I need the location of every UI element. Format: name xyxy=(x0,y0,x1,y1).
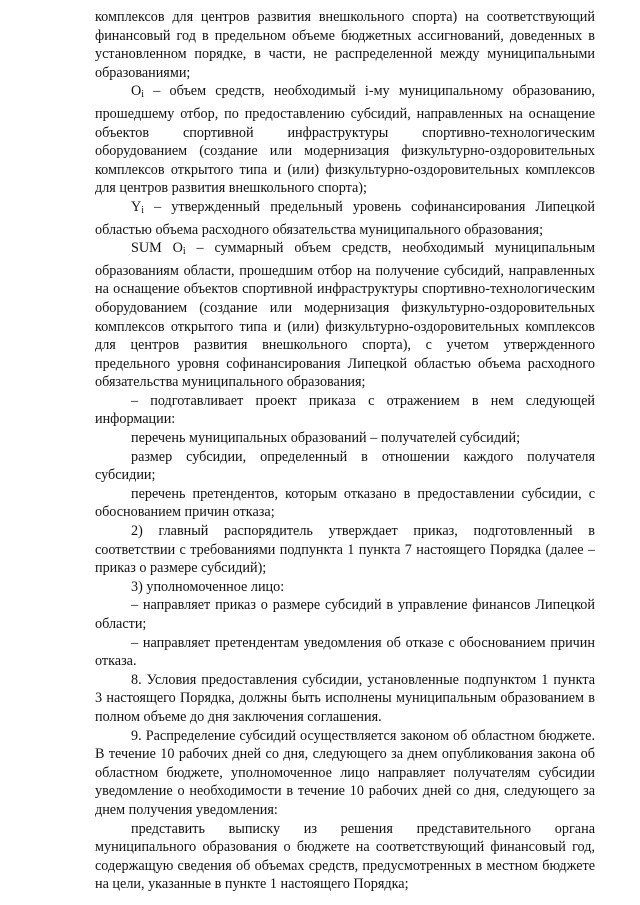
formula-symbol: SUM O xyxy=(131,240,183,257)
formula-subscript: i xyxy=(141,89,145,101)
paragraph: 3) уполномоченное лицо: xyxy=(131,578,285,595)
paragraph-text: – суммарный объем средств, необходимый муниципальным образованиям области, прошедшим отбор на получение субсидий, направленных на оснащение объектов спортивной инфраструктуры спортивно-технологическим оборудованием (создание или модернизация физкультурно-оздоровительных комплексов открытого типа и (или) физкультурно-оздоровительных комплексов для центров развития внешкольного спорта), с учетом утвержденного предельного уровня софинансирования Липецкой областью объема расходного обязательства муниципального образования; xyxy=(95,240,596,391)
paragraph: – направляет претендентам уведомления об отказе с обоснованием причин отказа. xyxy=(95,634,595,670)
paragraph-yi-definition xyxy=(95,198,595,239)
paragraph: 2) главный распорядитель утверждает приказ, подготовленный в соответствии с требованиями подпункта 1 пункта 7 настоящего Порядка (далее – приказ о размере субсидий); xyxy=(95,523,595,577)
paragraph: – направляет приказ о размере субсидий в управление финансов Липецкой области; xyxy=(95,597,595,632)
paragraph: 9. Распределение субсидий осуществляется законом об областном бюджете. В течение 10 рабочих дней со дня, следующего за днем опубликования закона об областном бюджете, уполномоченное лицо направляет получателям субсидии уведомление о необходимости в течение 10 рабочих дней со дня, следующего за днем получения уведомления: xyxy=(95,727,595,818)
paragraph: перечень претендентов, которым отказано в предоставлении субсидии, с обоснованием причин отказа; xyxy=(95,485,595,521)
document-page xyxy=(95,8,595,894)
paragraph: перечень муниципальных образований – получателей субсидий; xyxy=(131,430,521,447)
paragraph: размер субсидии, определенный в отношении каждого получателя субсидии; xyxy=(95,448,595,484)
paragraph-oi-definition xyxy=(95,82,595,198)
formula-symbol: O xyxy=(131,83,142,100)
formula-subscript: i xyxy=(141,204,145,216)
formula-symbol: Y xyxy=(131,198,142,215)
paragraph: – подготавливает проект приказа с отражением в нем следующей информации: xyxy=(95,392,595,428)
paragraph: комплексов для центров развития внешкольного спорта) на соответствующий финансовый год в предельном объеме бюджетных ассигнований, доведенных в установленном порядке, в части, не распределенной между муниципальными образованиями; xyxy=(95,9,595,81)
paragraph: представить выписку из решения представительного органа муниципального образования о бюджете на соответствующий финансовый год, содержащую сведения об объемах средств, предусмотренных в местном бюджете на цели, указанные в пункте 1 настоящего Порядка; xyxy=(95,820,595,893)
paragraph-text: – объем средств, необходимый i-му муниципальному образованию, прошедшему отбор, по предоставлению субсидий, направленных на оснащение объектов спортивной инфраструктуры спортивно-технологическим оборудованием (создание или модернизация физкультурно-оздоровительных комплексов открытого типа и (или) физкультурно-оздоровительных комплексов для центров развития внешкольного спорта); xyxy=(95,83,595,197)
paragraph-text: – утвержденный предельный уровень софинансирования Липецкой областью объема расходного обязательства муниципального образования; xyxy=(95,198,595,238)
paragraph-sum-oi-definition xyxy=(95,239,595,392)
paragraph: 8. Условия предоставления субсидии, установленные подпунктом 1 пункта 3 настоящего Порядка, должны быть исполнены муниципальным образованием в полном объеме до дня заключения соглашения. xyxy=(95,671,595,725)
formula-subscript: i xyxy=(182,246,186,258)
